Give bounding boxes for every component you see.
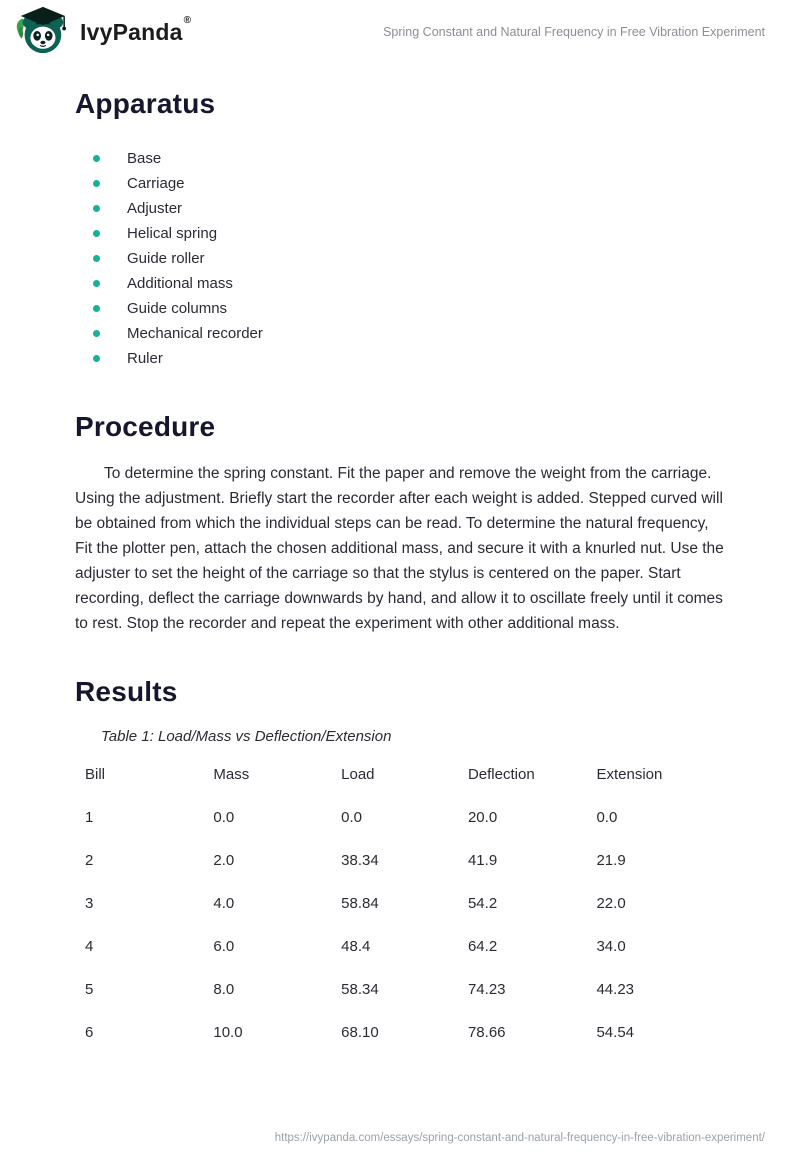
- table-cell: 21.9: [596, 852, 626, 869]
- bullet-icon: [93, 230, 100, 237]
- table-cell: 4: [85, 938, 94, 955]
- brand-name: IvyPanda®: [80, 14, 192, 45]
- heading-results: Results: [75, 676, 178, 707]
- table-row: [85, 925, 725, 968]
- table-cell: 2: [85, 852, 94, 869]
- list-item-label: Base: [127, 150, 162, 167]
- heading-procedure: Procedure: [75, 411, 216, 442]
- source-url-link[interactable]: https://ivypanda.com/essays/spring-constant-and-natural-frequency-in-free-vibration-experiment/: [274, 1132, 765, 1144]
- bullet-icon: [93, 255, 100, 262]
- bullet-icon: [93, 205, 100, 212]
- results-table: [85, 753, 725, 1054]
- bullet-icon: [93, 155, 100, 162]
- table-header-cell: Mass: [213, 766, 250, 783]
- table-cell: 0.0: [213, 809, 235, 826]
- list-item: [75, 271, 725, 296]
- table-cell: 6.0: [213, 938, 235, 955]
- table-row: [85, 796, 725, 839]
- ivypanda-logo-icon: [14, 5, 68, 60]
- list-item-label: Adjuster: [127, 200, 183, 217]
- bullet-icon: [93, 180, 100, 187]
- table-header-cell: Extension: [596, 766, 663, 783]
- table-cell: 58.34: [341, 981, 379, 998]
- heading-apparatus: Apparatus: [75, 88, 216, 119]
- list-item-label: Ruler: [127, 350, 163, 367]
- bullet-icon: [93, 355, 100, 362]
- bullet-icon: [93, 280, 100, 287]
- table-cell: 54.54: [596, 1024, 635, 1041]
- table-row: [85, 882, 725, 925]
- brand[interactable]: [14, 5, 191, 60]
- list-item-label: Helical spring: [127, 225, 218, 242]
- list-item: [75, 346, 725, 371]
- table-cell: 3: [85, 895, 94, 912]
- list-item: [75, 146, 725, 171]
- table-header-cell: Deflection: [467, 766, 535, 783]
- list-item: [75, 171, 725, 196]
- table-cell: 68.10: [341, 1024, 379, 1041]
- list-item: [75, 246, 725, 271]
- table-cell: 8.0: [213, 981, 235, 998]
- page-footer: [275, 1128, 765, 1146]
- table-cell: 48.4: [341, 938, 371, 955]
- list-item-label: Guide columns: [127, 300, 228, 317]
- table-cell: 58.84: [341, 895, 379, 912]
- table-cell: 22.0: [596, 895, 626, 912]
- page-header: [0, 0, 800, 62]
- table-row: [85, 839, 725, 882]
- table-cell: 78.66: [467, 1024, 506, 1041]
- table-cell: 38.34: [341, 852, 379, 869]
- apparatus-list: [75, 146, 725, 371]
- bullet-icon: [93, 305, 100, 312]
- table-cell: 34.0: [596, 938, 626, 955]
- registered-mark: ®: [183, 14, 192, 26]
- list-item-label: Guide roller: [127, 250, 205, 267]
- bullet-icon: [93, 330, 100, 337]
- document-body: [0, 88, 800, 1054]
- table-cell: 64.2: [467, 938, 498, 955]
- table-cell: 0.0: [596, 809, 618, 826]
- table-cell: 6: [85, 1024, 94, 1041]
- table-cell: 2.0: [213, 852, 235, 869]
- table-row: [85, 1011, 725, 1054]
- table-cell: 5: [85, 981, 94, 998]
- list-item: [75, 321, 725, 346]
- table-row: [85, 968, 725, 1011]
- table-cell: 4.0: [213, 895, 235, 912]
- table-header-cell: Bill: [85, 766, 106, 783]
- table-cell: 20.0: [467, 809, 498, 826]
- table-header-row: [85, 753, 725, 796]
- table-cell: 74.23: [467, 981, 506, 998]
- list-item: [75, 196, 725, 221]
- list-item-label: Mechanical recorder: [127, 325, 263, 342]
- list-item-label: Carriage: [127, 175, 185, 192]
- table-cell: 41.9: [467, 852, 498, 869]
- document-title: Spring Constant and Natural Frequency in Free Vibration Experiment: [383, 25, 765, 39]
- list-item: [75, 296, 725, 321]
- list-item: [75, 221, 725, 246]
- table-cell: 44.23: [596, 981, 635, 998]
- table-cell: 1: [85, 809, 94, 826]
- table-cell: 54.2: [467, 895, 498, 912]
- table-cell: 0.0: [341, 809, 362, 826]
- table-caption: Table 1: Load/Mass vs Deflection/Extension: [101, 728, 392, 745]
- table-header-cell: Load: [341, 766, 375, 783]
- table-cell: 10.0: [213, 1024, 243, 1041]
- list-item-label: Additional mass: [127, 275, 233, 292]
- procedure-paragraph: To determine the spring constant. Fit the paper and remove the weight from the carriage. Using the adjustment. Briefly start the recorder after each weight is added. Stepped curved will be obtained from which the individual steps can be read. To determine the natural frequency, Fit the plotter pen, attach the chosen additional mass, and secure it with a knurled nut. Use the adjuster to set the height of the carriage so that the stylus is centered on the paper. Start recording, deflect the carriage downwards by hand, and allow it to oscillate freely until it comes to rest. Stop the recorder and repeat the experiment with other additional mass.: [75, 465, 724, 632]
